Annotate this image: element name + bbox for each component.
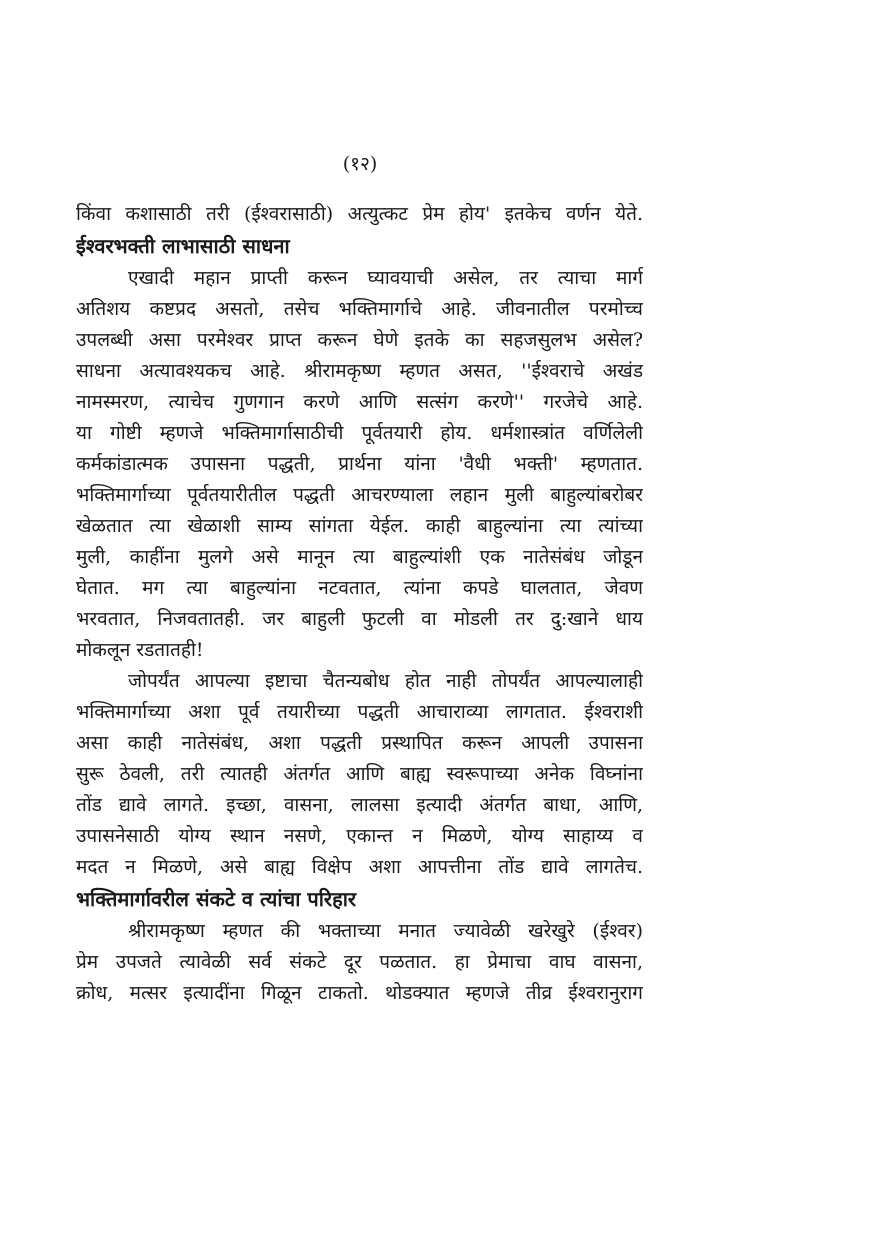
text-line: भक्तिमार्गाच्या अशा पूर्व तयारीच्या पद्धती आचाराव्या लागतात. ईश्वराशी (76, 701, 643, 723)
text-line: भक्तिमार्गाच्या पूर्वतयारीतील पद्धती आचरण्याला लहान मुली बाहुल्यांबरोबर (76, 484, 643, 506)
text-line: मुली, काहींना मुलगे असे मानून त्या बाहुल्यांशी एक नातेसंबंध जोडून (76, 546, 643, 568)
page-number: (१२) (342, 153, 378, 175)
text-line: तोंड द्यावे लागते. इच्छा, वासना, लालसा इत्यादी अंतर्गत बाधा, आणि, (76, 794, 643, 816)
text-line: उपासनेसाठी योग्य स्थान नसणे, एकान्त न मिळणे, योग्य साहाय्य व (76, 825, 643, 847)
text-line: श्रीरामकृष्ण म्हणत की भक्ताच्या मनात ज्यावेळी खरेखुरे (ईश्वर) (128, 920, 643, 942)
page-body (76, 199, 643, 1009)
text-line: उपलब्धी असा परमेश्वर प्राप्त करून घेणे इतके का सहजसुलभ असेल? (76, 329, 643, 351)
text-line: खेळतात त्या खेळाशी साम्य सांगता येईल. काही बाहुल्यांना त्या त्यांच्या (76, 515, 643, 537)
text-line: प्रेम उपजते त्यावेळी सर्व संकटे दूर पळतात. हा प्रेमाचा वाघ वासना, (76, 951, 643, 973)
text-line: नामस्मरण, त्याचेच गुणगान करणे आणि सत्संग करणे'' गरजेचे आहे. (76, 391, 643, 413)
text-line: जोपर्यंत आपल्या इष्टाचा चैतन्यबोध होत नाही तोपर्यंत आपल्यालाही (128, 670, 643, 692)
text-line: या गोष्टी म्हणजे भक्तिमार्गासाठीची पूर्वतयारी होय. धर्मशास्त्रांत वर्णिलेली (76, 422, 643, 444)
text-line: असा काही नातेसंबंध, अशा पद्धती प्रस्थापित करून आपली उपासना (76, 732, 643, 754)
text-line: अतिशय कष्टप्रद असतो, तसेच भक्तिमार्गाचे आहे. जीवनातील परमोच्च (76, 298, 643, 320)
text-line: क्रोध, मत्सर इत्यादींना गिळून टाकतो. थोडक्यात म्हणजे तीव्र ईश्वरानुराग (76, 982, 643, 1004)
section-heading: ईश्वरभक्ती लाभासाठी साधना (76, 234, 290, 258)
text-line: साधना अत्यावश्यकच आहे. श्रीरामकृष्ण म्हणत असत, ''ईश्वराचे अखंड (76, 360, 643, 382)
text-line: घेतात. मग त्या बाहुल्यांना नटवतात, त्यांना कपडे घालतात, जेवण (76, 577, 643, 599)
text-line: मदत न मिळणे, असे बाह्य विक्षेप अशा आपत्तीना तोंड द्यावे लागतेच. (76, 856, 643, 878)
text-line: मोकलून रडतातही! (76, 639, 204, 661)
text-line: किंवा कशासाठी तरी (ईश्वरासाठी) अत्युत्कट प्रेम होय' इतकेच वर्णन येते. (76, 203, 643, 225)
text-line: एखादी महान प्राप्ती करून घ्यावयाची असेल, तर त्याचा मार्ग (128, 267, 643, 289)
text-line: कर्मकांडात्मक उपासना पद्धती, प्रार्थना यांना 'वैधी भक्ती' म्हणतात. (76, 453, 643, 475)
section-heading: भक्तिमार्गावरील संकटे व त्यांचा परिहार (76, 887, 357, 911)
text-line: सुरू ठेवली, तरी त्यातही अंतर्गत आणि बाह्य स्वरूपाच्या अनेक विघ्नांना (76, 763, 643, 785)
text-line: भरवतात, निजवतातही. जर बाहुली फुटली वा मोडली तर दु:खाने धाय (76, 608, 643, 630)
